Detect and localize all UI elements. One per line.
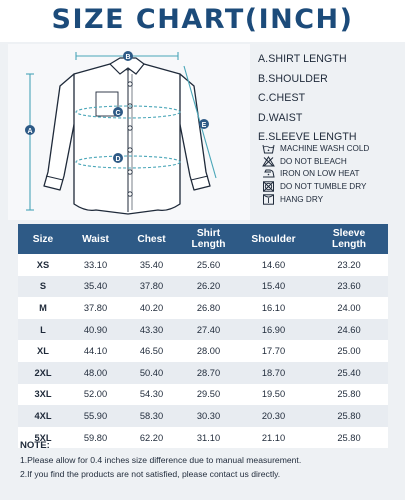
cell-sleeve-length: 25.40 — [337, 367, 361, 378]
cell-shoulder: 20.30 — [261, 410, 286, 421]
notes — [20, 440, 400, 483]
table-row — [18, 362, 388, 384]
no-tumble-dry-icon — [262, 181, 275, 192]
svg-text:E: E — [201, 122, 207, 129]
header-sleeve-length: Sleeve Length — [332, 228, 366, 250]
cell-sleeve-length: 23.60 — [337, 281, 361, 292]
header-shoulder: Shoulder — [251, 233, 296, 245]
header-size: Size — [32, 233, 54, 245]
note-line: 1.Please allow for 0.4 inches size difference due to manual measurement. — [20, 455, 302, 465]
cell-shirt-length: 28.00 — [196, 346, 221, 357]
cell-shoulder: 18.70 — [261, 367, 286, 378]
cell-shoulder: 15.40 — [261, 281, 286, 292]
cell-chest: 37.80 — [139, 281, 164, 292]
notes-heading: NOTE: — [20, 440, 50, 451]
torso — [74, 64, 180, 214]
table-header — [18, 224, 388, 254]
cell-shirt-length: 29.50 — [196, 389, 221, 400]
cell-size: XS — [36, 259, 50, 270]
cell-chest: 40.20 — [139, 302, 164, 313]
iron-low-icon — [262, 168, 275, 179]
marker-c — [113, 107, 123, 117]
cell-chest: 43.30 — [139, 324, 164, 335]
table-row — [18, 254, 388, 276]
wash-tub-icon — [262, 143, 275, 154]
marker-a — [25, 125, 35, 135]
care-item — [262, 155, 402, 168]
cell-shirt-length: 28.70 — [196, 367, 221, 378]
header-chest: Chest — [137, 233, 166, 245]
cell-sleeve-length: 24.60 — [337, 324, 361, 335]
cell-chest: 54.30 — [139, 389, 164, 400]
title-bar — [0, 0, 405, 42]
cell-size: 5XL — [34, 432, 52, 443]
cell-sleeve-length: 24.00 — [337, 302, 361, 313]
header-shirt-length: Shirt Length — [191, 228, 226, 250]
cell-size: XL — [37, 346, 49, 357]
care-item — [262, 142, 402, 155]
cell-waist: 48.00 — [83, 367, 108, 378]
cell-waist: 35.40 — [83, 281, 108, 292]
legend-item: A.SHIRT LENGTH — [258, 53, 347, 65]
cell-shoulder: 19.50 — [261, 389, 286, 400]
cell-waist: 55.90 — [83, 410, 108, 421]
legend-item: C.CHEST — [258, 92, 306, 104]
header-waist: Waist — [82, 233, 109, 245]
cell-shirt-length: 30.30 — [196, 410, 221, 421]
shirt-illustration — [8, 44, 250, 220]
cell-waist: 44.10 — [83, 346, 108, 357]
left-sleeve — [44, 74, 78, 190]
cell-chest: 50.40 — [139, 367, 164, 378]
cell-shoulder: 14.60 — [261, 259, 286, 270]
care-item — [262, 180, 402, 193]
care-label: MACHINE WASH COLD — [280, 143, 370, 153]
care-label: DO NOT TUMBLE DRY — [280, 182, 367, 192]
cell-size: L — [40, 324, 46, 335]
care-item — [262, 168, 402, 181]
cell-shoulder: 16.10 — [261, 302, 286, 313]
cell-waist: 52.00 — [83, 389, 108, 400]
cell-chest: 46.50 — [139, 346, 164, 357]
legend-item: B.SHOULDER — [258, 72, 328, 85]
care-label: IRON ON LOW HEAT — [280, 169, 360, 179]
cell-shirt-length: 26.80 — [196, 302, 221, 313]
cell-chest: 35.40 — [139, 259, 164, 270]
svg-text:D: D — [115, 156, 121, 163]
care-item — [262, 193, 402, 206]
cell-chest: 62.20 — [139, 432, 164, 443]
care-label: HANG DRY — [280, 195, 324, 205]
right-sleeve — [176, 74, 210, 190]
size-table — [18, 224, 388, 448]
svg-text:B: B — [125, 54, 131, 61]
cell-shoulder: 21.10 — [261, 432, 286, 443]
legend-item: D.WAIST — [258, 111, 303, 124]
table-row — [18, 405, 388, 427]
cell-sleeve-length: 25.80 — [337, 389, 361, 400]
cell-size: 4XL — [34, 410, 52, 421]
note-line: 2.If you find the products are not satisfied, please contact us directly. — [20, 469, 281, 479]
cell-size: S — [39, 281, 47, 292]
cell-sleeve-length: 23.20 — [337, 259, 361, 270]
table-row — [18, 276, 388, 298]
table-row — [18, 319, 388, 341]
table-row — [18, 297, 388, 319]
cell-shoulder: 16.90 — [261, 324, 286, 335]
marker-e — [199, 119, 209, 129]
shirt-diagram — [8, 44, 250, 220]
page-title: SIZE CHART(INCH) — [51, 4, 354, 35]
measurement-legend — [258, 50, 403, 148]
table-row — [18, 340, 388, 362]
cell-shirt-length: 27.40 — [196, 324, 221, 335]
cell-sleeve-length: 25.80 — [337, 410, 361, 421]
marker-d — [113, 153, 123, 163]
cell-sleeve-length: 25.00 — [337, 346, 361, 357]
marker-b — [123, 51, 133, 61]
cell-shirt-length: 31.10 — [196, 432, 221, 443]
cell-chest: 58.30 — [139, 410, 164, 421]
cell-size: 2XL — [34, 367, 52, 378]
svg-text:C: C — [115, 110, 121, 117]
care-instructions — [262, 142, 402, 206]
cell-waist: 59.80 — [83, 432, 108, 443]
cell-shoulder: 17.70 — [261, 346, 286, 357]
cell-sleeve-length: 25.80 — [337, 432, 361, 443]
cell-waist: 33.10 — [83, 259, 108, 270]
cell-size: 3XL — [34, 389, 52, 400]
table-row — [18, 384, 388, 406]
cell-shirt-length: 25.60 — [196, 259, 221, 270]
care-label: DO NOT BLEACH — [280, 156, 347, 166]
legend-item: E.SLEEVE LENGTH — [258, 131, 357, 143]
table-body — [18, 254, 388, 448]
cell-waist: 37.80 — [83, 302, 108, 313]
hang-dry-icon — [262, 194, 275, 205]
svg-text:A: A — [27, 128, 33, 135]
cell-waist: 40.90 — [83, 324, 108, 335]
cell-size: M — [39, 302, 47, 313]
cell-shirt-length: 26.20 — [196, 281, 221, 292]
no-bleach-icon — [262, 156, 275, 167]
